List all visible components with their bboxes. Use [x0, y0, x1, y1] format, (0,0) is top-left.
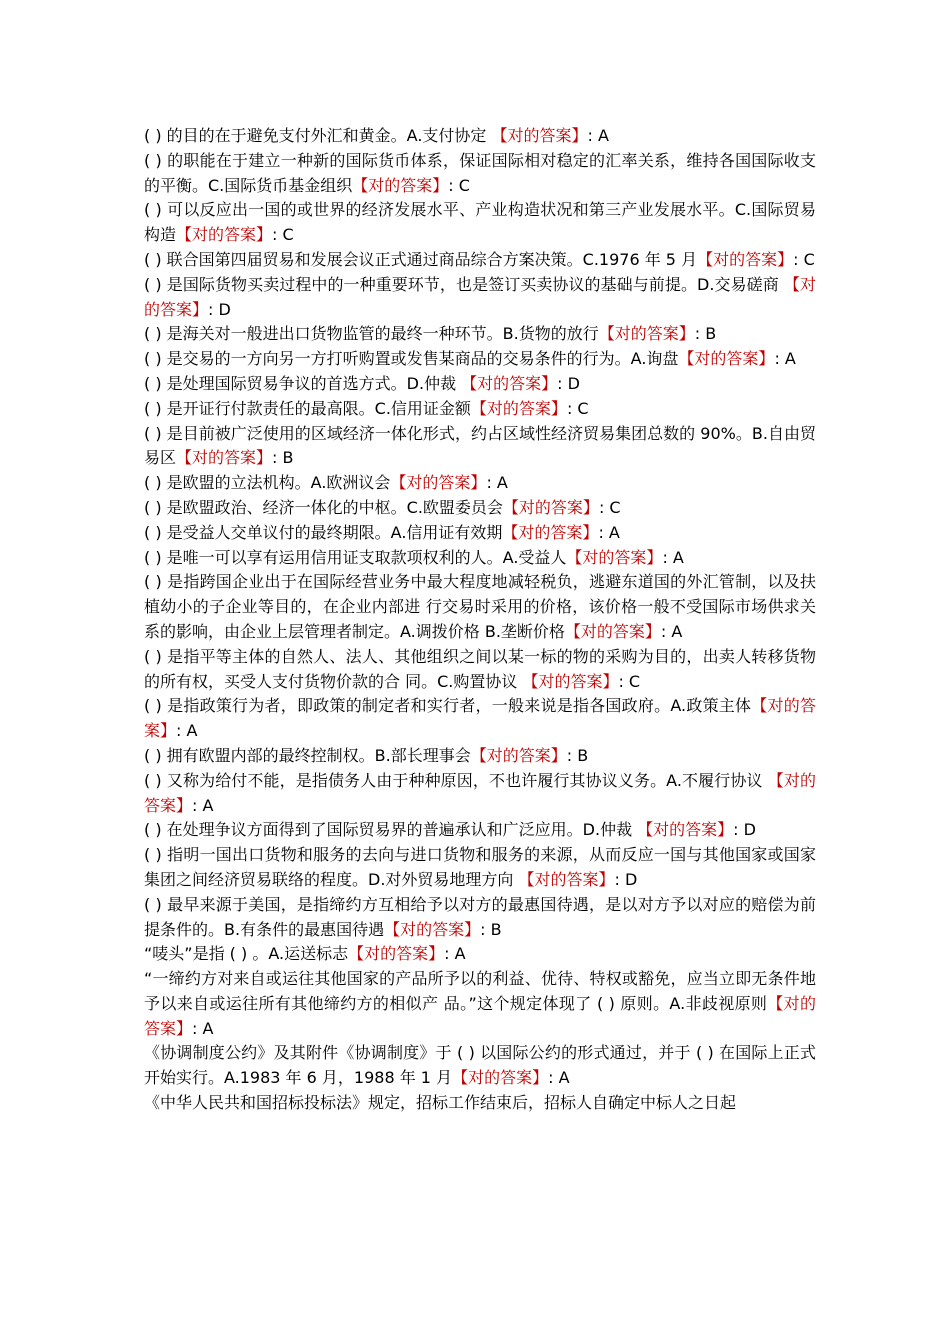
- answer-value: : B: [480, 919, 502, 939]
- answer-value: : A: [774, 349, 796, 369]
- answer-label: 【对的答案】: [564, 621, 661, 641]
- question-item: [144, 422, 816, 472]
- answer-value: : D: [557, 373, 580, 393]
- question-item: [144, 471, 816, 496]
- question-item: [144, 1091, 816, 1116]
- answer-value: : A: [660, 621, 683, 641]
- question-text: ( ) 最早来源于美国，是指缔约方互相给予以对方的最惠国待遇，是以对方予以对应的赔偿为前提条件的。B.有条件的最惠国待遇: [144, 894, 816, 939]
- answer-value: : A: [444, 944, 466, 964]
- answer-value: : C: [793, 249, 815, 269]
- answer-label: 【对的答案】: [470, 745, 567, 765]
- question-text: “唛头”是指 ( ) 。A.运送标志: [144, 944, 349, 964]
- question-text: ( ) 是国际货物买卖过程中的一种重要环节，也是签订买卖协议的基础与前提。D.交易磋商: [144, 274, 784, 294]
- question-item: [144, 347, 816, 372]
- question-item: [144, 198, 816, 248]
- answer-value: : C: [272, 225, 294, 245]
- answer-value: : A: [662, 547, 684, 567]
- answer-label: 【对的答案】: [470, 398, 567, 418]
- question-text: ( ) 是受益人交单议付的最终期限。A.信用证有效期: [144, 522, 503, 542]
- answer-label: 【对的答案】: [452, 1068, 549, 1088]
- question-text: ( ) 是开证行付款责任的最高限。C.信用证金额: [144, 398, 471, 418]
- answer-label: 【对的答案】: [502, 497, 599, 517]
- question-text: ( ) 的职能在于建立一种新的国际货币体系，保证国际相对稳定的汇率关系，维持各国国际收支的平衡。C.国际货币基金组织: [144, 150, 816, 195]
- answer-value: : D: [733, 820, 756, 840]
- answer-label: 【对的答案】: [384, 919, 481, 939]
- question-text: ( ) 是目前被广泛使用的区域经济一体化形式，约占区域性经济贸易集团总数的 90%。B.自由贸易区: [144, 423, 816, 468]
- answer-label: 【对的答案】: [144, 770, 816, 815]
- answer-value: : A: [176, 721, 198, 741]
- question-item: [144, 397, 816, 422]
- question-item: [144, 893, 816, 943]
- question-text: ( ) 是处理国际贸易争议的首选方式。D.仲裁: [144, 373, 462, 393]
- answer-label: 【对的答案】: [144, 274, 816, 319]
- answer-value: : D: [614, 869, 638, 889]
- answer-label: 【对的答案】: [522, 671, 619, 691]
- question-text: ( ) 是欧盟的立法机构。A.欧洲议会: [144, 473, 391, 493]
- answer-value: : A: [548, 1068, 570, 1088]
- answer-label: 【对的答案】: [176, 225, 273, 245]
- question-item: [144, 744, 816, 769]
- question-item: [144, 967, 816, 1041]
- answer-value: : D: [208, 299, 231, 319]
- question-item: [144, 273, 816, 323]
- question-item: [144, 248, 816, 273]
- answer-value: : B: [272, 448, 294, 468]
- answer-label: 【对的答案】: [502, 522, 599, 542]
- answer-value: : C: [618, 671, 641, 691]
- question-text: ( ) 在处理争议方面得到了国际贸易界的普遍承认和广泛应用。D.仲裁: [144, 820, 638, 840]
- question-item: [144, 322, 816, 347]
- answer-label: 【对的答案】: [390, 473, 487, 493]
- question-text: ( ) 是指平等主体的自然人、法人、其他组织之间以某一标的物的采购为目的，出卖人转移货物的所有权，买受人支付货物价款的合 同。C.购置协议: [144, 646, 816, 691]
- question-item: [144, 769, 816, 819]
- question-item: [144, 570, 816, 644]
- answer-label: 【对的答案】: [678, 349, 775, 369]
- answer-value: : B: [694, 324, 717, 344]
- question-text: ( ) 是海关对一般进出口货物监管的最终一种环节。B.货物的放行: [144, 324, 599, 344]
- question-item: [144, 1041, 816, 1091]
- question-text: ( ) 是交易的一方向另一方打听购置或发售某商品的交易条件的行为。A.询盘: [144, 349, 679, 369]
- question-text: ( ) 是指跨国企业出于在国际经营业务中最大程度地减轻税负，逃避东道国的外汇管制，以及扶植幼小的子企业等目的，在企业内部进 行交易时采用的价格，该价格一般不受国际市场供求关系的影响，由企业上层管理者制定。A.调拨价格 B.垄断价格: [144, 572, 816, 641]
- answer-value: : C: [448, 175, 470, 195]
- answer-value: : C: [598, 497, 621, 517]
- answer-label: 【对的答案】: [461, 373, 558, 393]
- answer-label: 【对的答案】: [352, 175, 449, 195]
- question-item: [144, 496, 816, 521]
- answer-value: : A: [598, 522, 620, 542]
- answer-label: 【对的答案】: [518, 869, 615, 889]
- question-text: ( ) 拥有欧盟内部的最终控制权。B.部长理事会: [144, 745, 471, 765]
- question-item: [144, 694, 816, 744]
- question-text: ( ) 是欧盟政治、经济一体化的中枢。C.欧盟委员会: [144, 497, 503, 517]
- answer-label: 【对的答案】: [566, 547, 663, 567]
- question-item: [144, 843, 816, 893]
- answer-label: 【对的答案】: [697, 249, 794, 269]
- question-text: ( ) 又称为给付不能，是指债务人由于种种原因，不也许履行其协议义务。A.不履行协议: [144, 770, 768, 790]
- question-text: ( ) 可以反应出一国的或世界的经济发展水平、产业构造状况和第三产业发展水平。C.国际贸易构造: [144, 200, 816, 245]
- question-text: ( ) 指明一国出口货物和服务的去向与进口货物和服务的来源，从而反应一国与其他国家或国家集团之间经济贸易联络的程度。D.对外贸易地理方向: [144, 845, 816, 889]
- answer-label: 【对的答案】: [491, 126, 588, 145]
- question-text: ( ) 是指政策行为者，即政策的制定者和实行者，一般来说是指各国政府。A.政策主体: [144, 696, 752, 716]
- question-item: [144, 521, 816, 546]
- answer-label: 【对的答案】: [144, 696, 816, 741]
- question-item: [144, 818, 816, 843]
- answer-value: : A: [192, 1018, 214, 1038]
- answer-label: 【对的答案】: [637, 820, 734, 840]
- question-text: ( ) 联合国第四届贸易和发展会议正式通过商品综合方案决策。C.1976 年 5 月: [144, 249, 698, 269]
- question-text: ( ) 是唯一可以享有运用信用证支取款项权利的人。A.受益人: [144, 547, 567, 567]
- answer-label: 【对的答案】: [144, 993, 816, 1038]
- question-item: [144, 124, 816, 149]
- question-text: 《中华人民共和国招标投标法》规定，招标工作结束后，招标人自确定中标人之日起: [144, 1093, 737, 1113]
- question-item: [144, 645, 816, 695]
- answer-value: : C: [566, 398, 589, 418]
- answer-value: : A: [587, 126, 609, 145]
- answer-value: : B: [566, 745, 589, 765]
- question-item: [144, 942, 816, 967]
- answer-value: : A: [486, 473, 508, 493]
- question-item: [144, 372, 816, 397]
- question-text: “一缔约方对来自或运往其他国家的产品所予以的利益、优待、特权或豁免，应当立即无条件地予以来自或运往所有其他缔约方的相似产 品。”这个规定体现了 ( ) 原则。A.非歧视原则: [144, 969, 816, 1013]
- answer-label: 【对的答案】: [176, 448, 273, 468]
- question-text: ( ) 的目的在于避免支付外汇和黄金。A.支付协定: [144, 126, 492, 145]
- question-item: [144, 149, 816, 199]
- question-text: 《协调制度公约》及其附件《协调制度》于 ( ) 以国际公约的形式通过，并于 ( ) 在国际上正式开始实行。A.1983 年 6 月，1988 年 1 月: [144, 1043, 816, 1088]
- question-item: [144, 546, 816, 571]
- document-page: [144, 124, 816, 1116]
- answer-value: : A: [192, 795, 214, 815]
- answer-label: 【对的答案】: [348, 944, 445, 964]
- answer-label: 【对的答案】: [598, 324, 695, 344]
